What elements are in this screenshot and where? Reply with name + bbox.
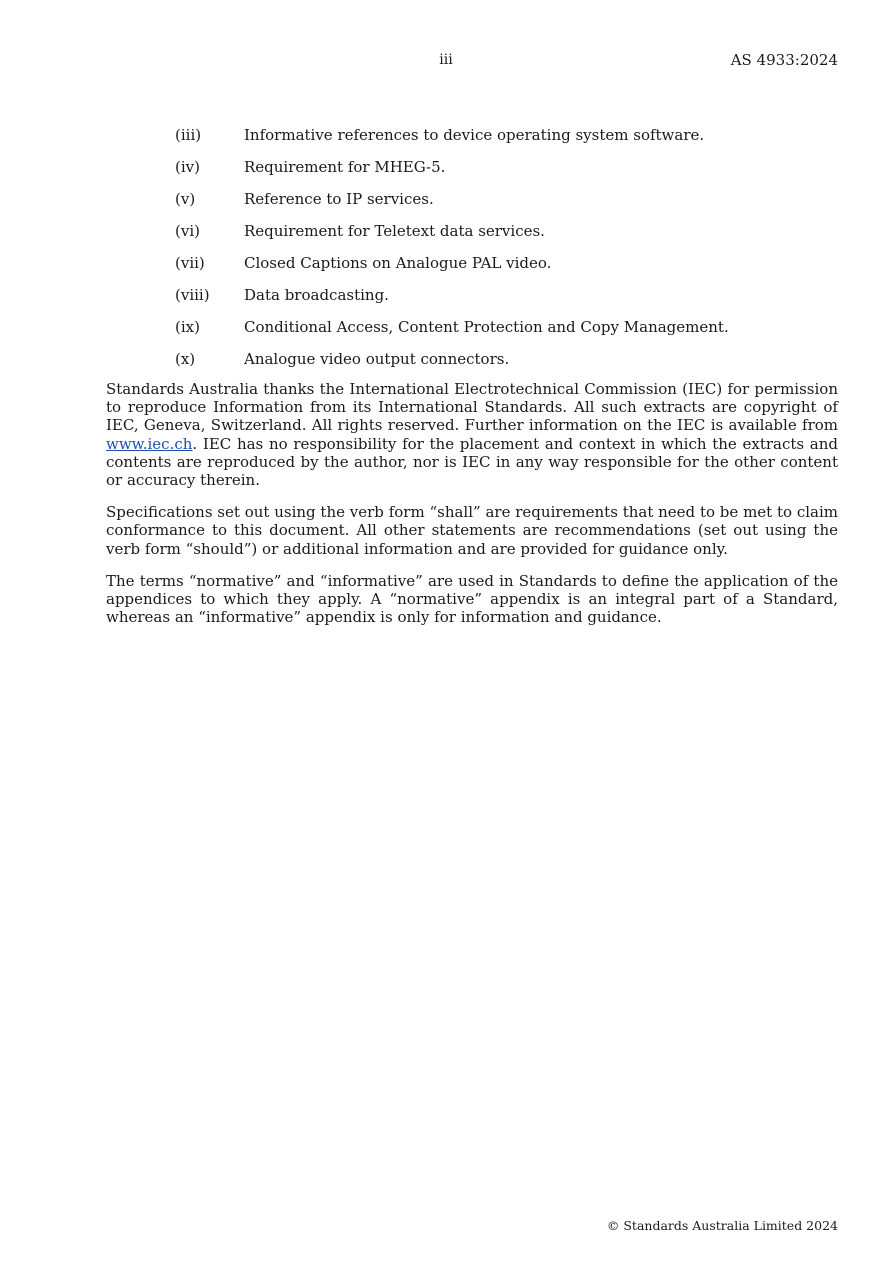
list-item-number: (x) [175,350,196,368]
list-item-text: Analogue video output connectors. [244,350,510,368]
list-item-number: (vii) [175,254,205,272]
list-item [175,252,838,284]
normative-paragraph: The terms “normative” and “informative” are used in Standards to define the application of the appendices to which they apply. A “normative” appendix is an integral part of a Standard, whereas an “informative” appendix is only for information and guidance. [106,571,838,627]
list-item-text: Informative references to device operating system software. [244,126,705,144]
list-item-number: (iv) [175,158,200,176]
shall-paragraph: Specifications set out using the verb form “shall” are requirements that need to be met to claim conformance to this document. All other statements are recommendations (set out using the verb form “should”) or additional information and are provided for guidance only. [106,503,838,558]
list-item-number: (iii) [175,126,202,144]
list-item [175,124,838,156]
list-item-text: Data broadcasting. [244,286,389,304]
requirements-list [175,124,838,380]
list-item [175,284,838,316]
list-item-number: (viii) [175,286,210,304]
iec-text-before-link: Standards Australia thanks the International Electrotechnical Commission (IEC) for permission to reproduce Information from its International Standards. All such extracts are copyright of IEC, Geneva, Switzerland. All rights reserved. Further information on the IEC is available from [106,380,838,435]
list-item-text: Conditional Access, Content Protection and Copy Management. [244,318,729,336]
iec-acknowledgement-paragraph [106,380,838,489]
list-item [175,188,838,220]
list-item-number: (ix) [175,318,200,336]
list-item [175,316,838,348]
list-item-text: Requirement for MHEG-5. [244,158,446,176]
list-item [175,220,838,252]
list-item [175,156,838,188]
list-item-text: Closed Captions on Analogue PAL video. [244,254,552,272]
body-text [106,380,838,640]
iec-text-after-link: . IEC has no responsibility for the placement and context in which the extracts and contents are reproduced by the author, nor is IEC in any way responsible for the other content or accuracy therein. [106,434,838,490]
list-item [175,348,838,380]
document-id: AS 4933:2024 [730,51,838,69]
list-item-text: Reference to IP services. [244,190,434,208]
list-item-number: (v) [175,190,196,208]
list-item-number: (vi) [175,222,200,240]
page-number: iii [439,52,453,68]
copyright-footer: © Standards Australia Limited 2024 [606,1218,838,1233]
iec-website-link[interactable]: www.iec.ch [106,434,193,453]
list-item-text: Requirement for Teletext data services. [244,222,545,240]
